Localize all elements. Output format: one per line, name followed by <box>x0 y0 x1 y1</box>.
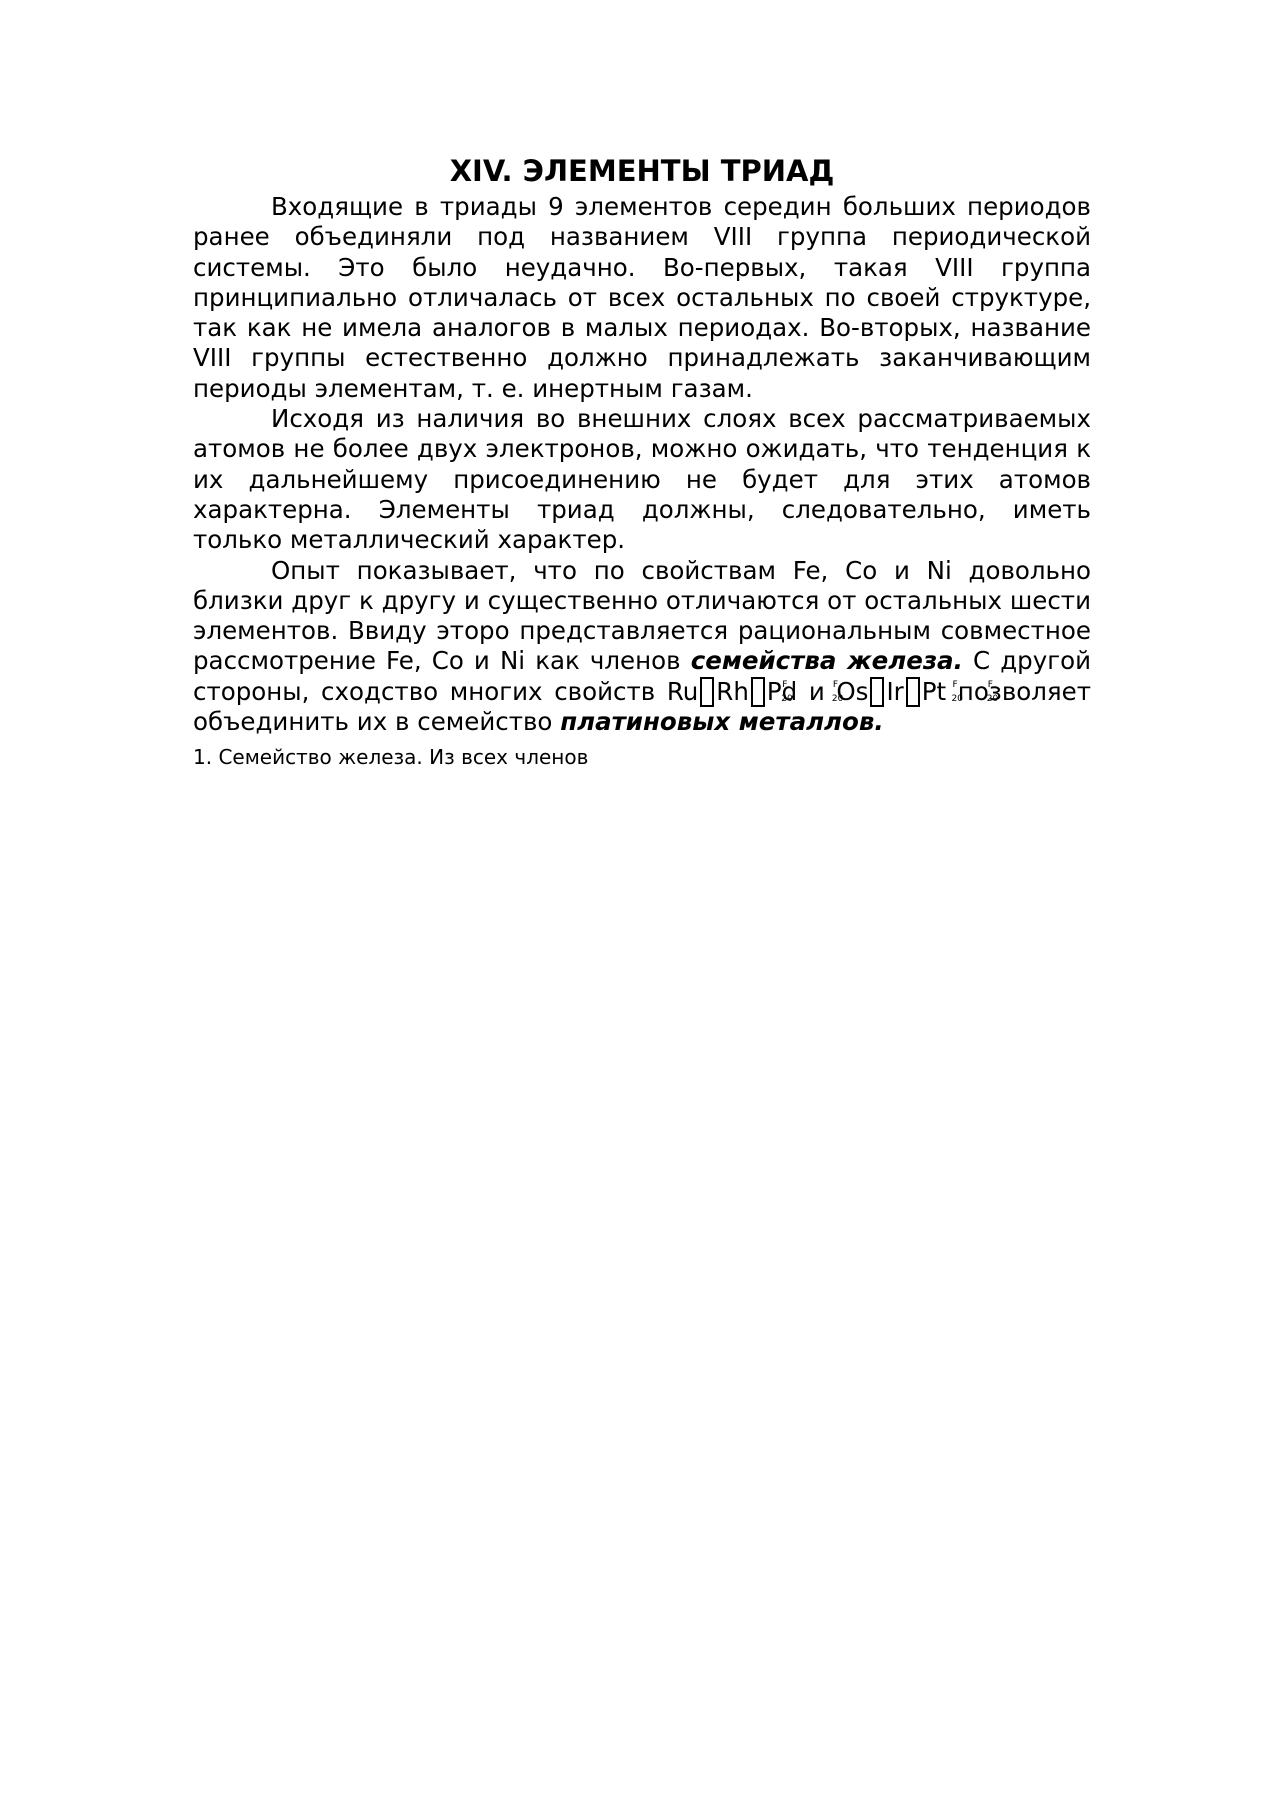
paragraph-3-text-1: Опыт показывает, что по свойствам Fe, Co и Ni довольно близки друг к другу и существенно отличаются от остальных шести элементов. Ввиду эторо представляется рациональным совместное рассмотрение Fe, Co и Ni как членов <box>193 555 1091 676</box>
term-iron-family: семейства железа. <box>690 646 963 676</box>
page-title: XIV. ЭЛЕМЕНТЫ ТРИАД <box>449 154 835 188</box>
element-ir: Ir <box>886 676 904 706</box>
element-pd: Pd <box>766 676 798 706</box>
paragraph-2: Исходя из наличия во внешних слоях всех рассматриваемых атомов не более двух электронов, можно ожидать, что тенденция к их дальнейшему присоединению не будет для этих атомов характерна. Элементы триад должны, следовательно, иметь только металлический характер. <box>193 404 1091 555</box>
document-content <box>193 150 1091 771</box>
paragraph-3-text-2: С другой стороны, сходство многих свойств <box>193 646 1092 706</box>
element-os: Os <box>836 676 869 706</box>
element-pt: Pt <box>921 676 947 706</box>
term-platinum-metals: платиновых металлов. <box>560 707 884 737</box>
element-ru: Ru <box>666 676 699 706</box>
missing-glyph-icon <box>751 677 765 707</box>
paragraph-1: Входящие в триады 9 элементов середин больших периодов ранее объединяли под названием VIII группа периодической системы. Это было неудачно. Во-первых, такая VIII группа принципиально отличалась от всех остальных по своей структуре, так как не имела аналогов в малых периодах. Во-вторых, название VIII группы естественно должно принадлежать заканчивающим периоды элементам, т. е. инертным газам. <box>193 192 1091 403</box>
conjunction-and: и <box>797 676 837 706</box>
list-item: 1. Семейство железа. Из всех членов <box>193 745 589 770</box>
missing-glyph-icon <box>700 677 714 707</box>
missing-glyph-icon <box>906 677 920 707</box>
element-rh: Rh <box>716 676 749 706</box>
paragraph-3-text-3: позволяет объединить их в семейство <box>193 676 1092 737</box>
paragraph-3 <box>193 556 1091 738</box>
missing-glyph-icon <box>870 677 884 707</box>
